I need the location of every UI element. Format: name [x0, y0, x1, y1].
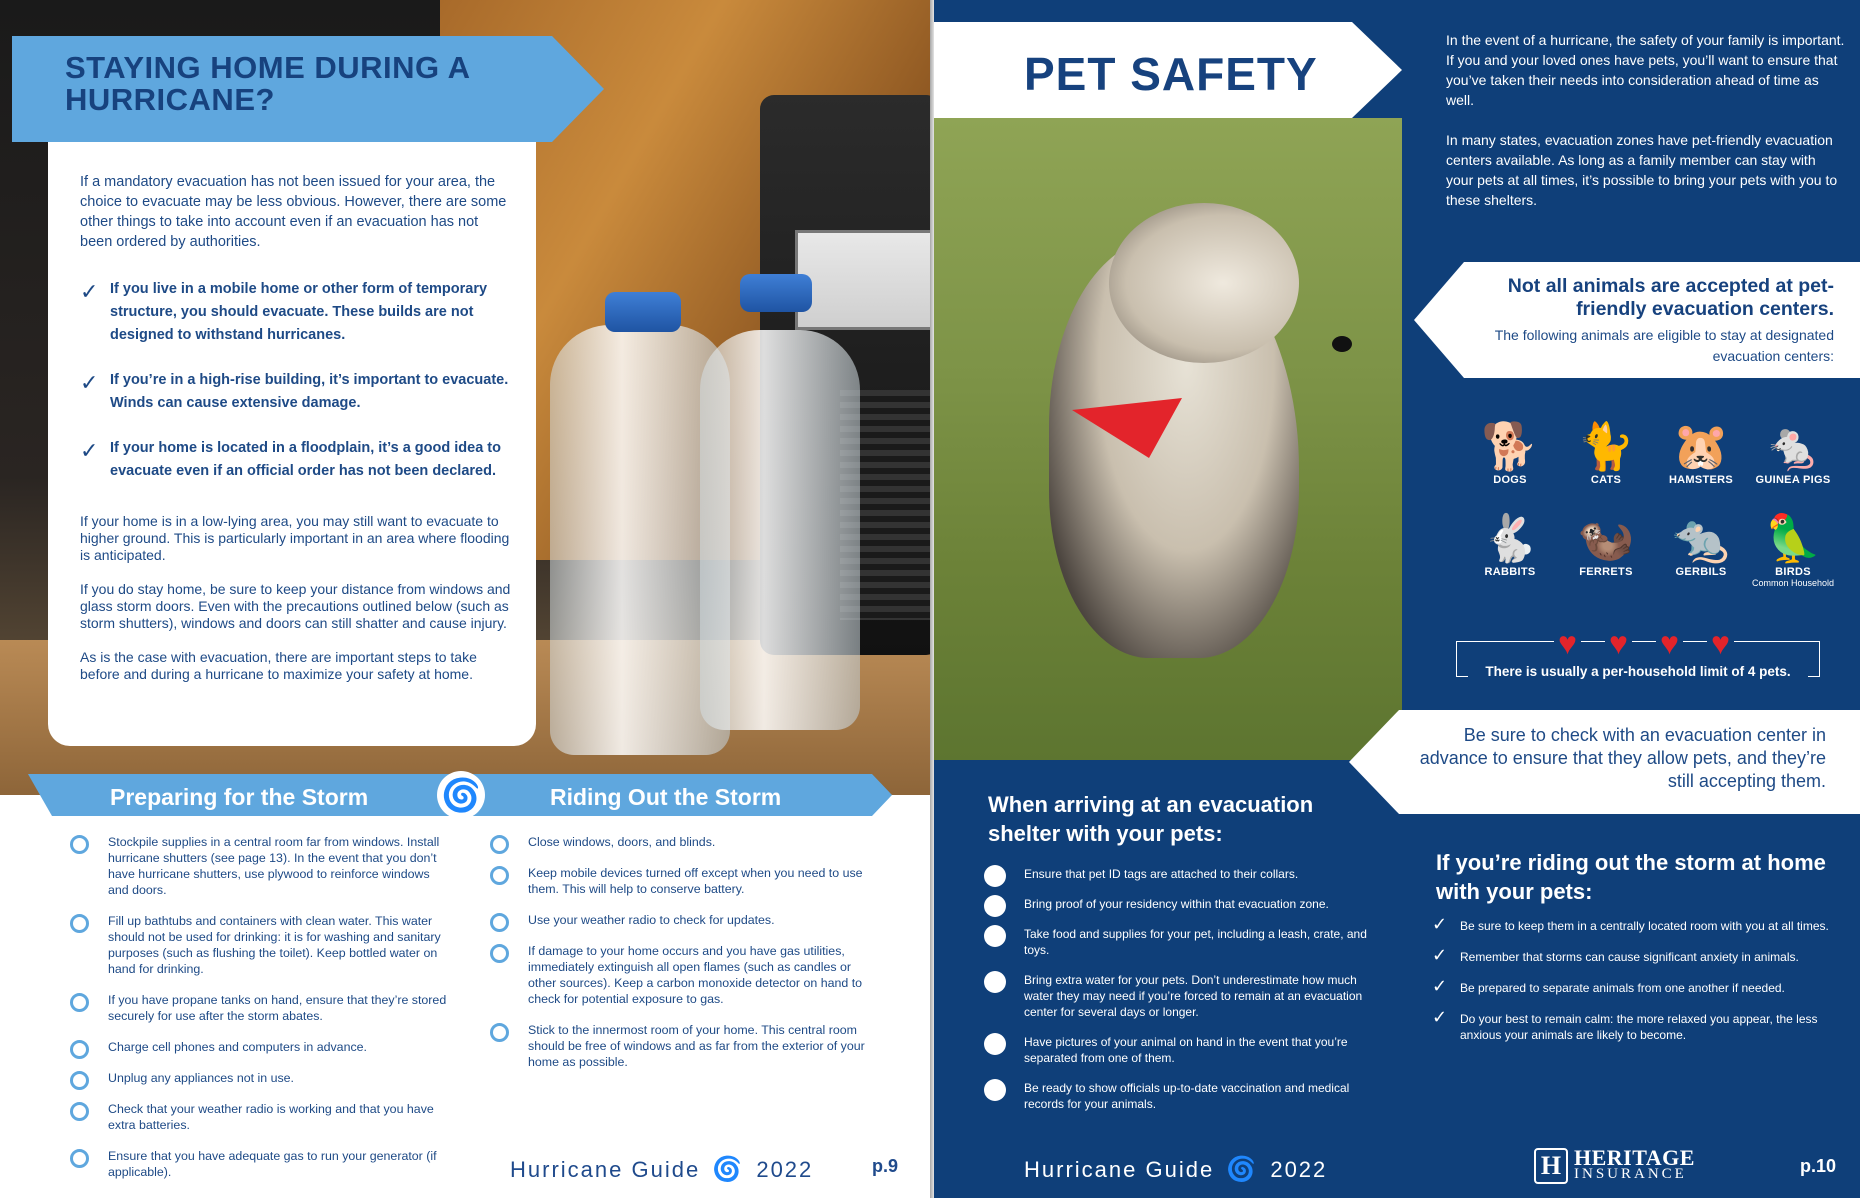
- checkmark-icon: ✓: [1432, 1007, 1448, 1027]
- evacuation-checklist: [80, 278, 512, 483]
- body-paragraph: If your home is in a low-lying area, you may still want to evacuate to higher ground. This is particularly important in an area where flooding is anticipated.: [80, 513, 510, 563]
- list-item-text: Be ready to show officials up-to-date vaccination and medical records for your animals.: [1024, 1081, 1350, 1111]
- list-item: [984, 1080, 1384, 1112]
- checkmark-icon: ✓: [80, 438, 99, 463]
- footer-guide-text: Hurricane Guide: [1024, 1157, 1215, 1182]
- hurricane-swirl-icon: 🌀: [1226, 1156, 1259, 1183]
- footer-year: 2022: [1270, 1157, 1328, 1182]
- list-item-text: Do your best to remain calm: the more relaxed you appear, the less anxious your animals are likely to become.: [1460, 1012, 1818, 1042]
- guinea-pig-icon: 🐁: [1764, 420, 1822, 472]
- check-center-text: Be sure to check with an evacuation center in advance to ensure that they allow pets, and they’re still accepting them.: [1419, 725, 1826, 791]
- animal-dogs: [1465, 418, 1555, 486]
- footer-year: 2022: [756, 1157, 814, 1182]
- checkmark-icon: ✓: [80, 370, 99, 395]
- ferret-icon: 🦦: [1577, 512, 1635, 564]
- bullet-ring-icon: [490, 913, 509, 932]
- page-number: p.9: [872, 1156, 899, 1176]
- list-item: [70, 1039, 450, 1055]
- list-item: [984, 972, 1384, 1020]
- list-item-text: Use your weather radio to check for updates.: [528, 913, 775, 927]
- heart-icon: ♥: [1707, 628, 1734, 658]
- heart-icon: ♥: [1605, 628, 1632, 658]
- accepted-animals-heading: Not all animals are accepted at pet-friendly evacuation centers.: [1507, 275, 1834, 320]
- heart-icon: ♥: [1554, 628, 1581, 658]
- pet-intro-paragraph: In many states, evacuation zones have pet-friendly evacuation centers available. As long as a family member can stay with your pets at all times, it’s possible to bring your pets with you to these shelters.: [1446, 132, 1838, 208]
- photo-radio-dial: [795, 230, 930, 330]
- bullet-dot-icon: [984, 1079, 1006, 1101]
- list-item-text: If damage to your home occurs and you have gas utilities, immediately extinguish all open flames (such as candles or other sources). Keep a carbon monoxide detector on hand to check for potential exposure to gas.: [528, 944, 863, 1006]
- cat-icon: 🐈: [1577, 420, 1635, 472]
- animal-label: GERBILS: [1675, 566, 1727, 578]
- animal-sublabel: Common Household: [1751, 578, 1835, 588]
- dog-icon: 🐕: [1481, 420, 1539, 472]
- animal-birds: [1750, 510, 1836, 588]
- list-item: [490, 865, 870, 897]
- list-item-text: Have pictures of your animal on hand in the event that you’re separated from one of them.: [1024, 1035, 1348, 1065]
- bullet-ring-icon: [490, 944, 509, 963]
- riding-list: [490, 834, 870, 1085]
- list-item: [1432, 945, 1842, 965]
- photo-dog-head: [1109, 203, 1299, 363]
- page-number: p.10: [1800, 1156, 1837, 1176]
- list-item: [984, 866, 1384, 882]
- riding-heading: Riding Out the Storm: [550, 784, 782, 810]
- bullet-ring-icon: [70, 914, 89, 933]
- preparing-heading: Preparing for the Storm: [110, 784, 369, 810]
- list-item-text: Remember that storms can cause significant anxiety in animals.: [1460, 950, 1799, 964]
- preparing-list: [70, 834, 450, 1195]
- riding-with-pets-list: [1432, 914, 1842, 1058]
- list-item: [70, 1148, 450, 1180]
- animal-label: FERRETS: [1579, 566, 1633, 578]
- list-item-text: Ensure that you have adequate gas to run your generator (if applicable).: [108, 1149, 437, 1179]
- bullet-dot-icon: [984, 1033, 1006, 1055]
- list-item: [70, 913, 450, 977]
- animal-label: CATS: [1590, 474, 1622, 486]
- gerbil-icon: 🐀: [1672, 512, 1730, 564]
- photo-bottle-cap: [605, 292, 681, 332]
- list-item: [984, 926, 1384, 958]
- bullet-dot-icon: [984, 865, 1006, 887]
- footer-guide-title: [1024, 1155, 1327, 1184]
- hurricane-swirl-icon: 🌀: [712, 1156, 745, 1183]
- bullet-ring-icon: [70, 1071, 89, 1090]
- list-item: [70, 992, 450, 1024]
- checkmark-icon: ✓: [1432, 976, 1448, 996]
- bullet-ring-icon: [70, 1102, 89, 1121]
- checklist-text: If you’re in a high-rise building, it’s important to evacuate. Winds can cause extensive damage.: [110, 372, 509, 411]
- checkmark-icon: ✓: [80, 279, 99, 304]
- pet-limit-hearts: [1554, 625, 1734, 661]
- animal-label: DOGS: [1493, 474, 1527, 486]
- pet-limit-text: There is usually a per-household limit of 4 pets.: [1468, 664, 1808, 679]
- animal-gerbils: [1656, 510, 1746, 578]
- list-item: [70, 1101, 450, 1133]
- list-item: [984, 1034, 1384, 1066]
- body-paragraph: If you do stay home, be sure to keep your distance from windows and glass storm doors. Even with the precautions outlined below (such as storm shutters), windows and doors can still shatter and cause injury.: [80, 581, 511, 631]
- bullet-ring-icon: [70, 1040, 89, 1059]
- bullet-ring-icon: [490, 1023, 509, 1042]
- list-item-text: Close windows, doors, and blinds.: [528, 835, 716, 849]
- list-item-text: Stick to the innermost room of your home. This central room should be free of windows and as far from the exterior of your home as possible.: [528, 1023, 865, 1069]
- hamster-icon: 🐹: [1672, 420, 1730, 472]
- bullet-ring-icon: [70, 993, 89, 1012]
- list-item-text: Check that your weather radio is working and that you have extra batteries.: [108, 1102, 434, 1132]
- list-item: [984, 896, 1384, 912]
- checklist-item: [80, 369, 512, 415]
- list-item: [1432, 1007, 1842, 1043]
- checklist-item: [80, 437, 512, 483]
- list-item-text: Be prepared to separate animals from one another if needed.: [1460, 981, 1785, 995]
- logo-word-insurance: INSURANCE: [1574, 1166, 1687, 1182]
- heritage-insurance-logo: [1534, 1145, 1695, 1184]
- pet-intro: [1446, 30, 1846, 230]
- checklist-text: If your home is located in a floodplain, it’s a good idea to evacuate even if an official order has not been declared.: [110, 440, 501, 479]
- checklist-item: [80, 278, 512, 347]
- list-item-text: If you have propane tanks on hand, ensure that they’re stored securely for use after the storm abates.: [108, 993, 447, 1023]
- animal-label: RABBITS: [1484, 566, 1536, 578]
- heritage-logo-wordmark: [1574, 1145, 1695, 1182]
- pet-safety-title: PET SAFETY: [1024, 48, 1318, 100]
- heritage-logo-mark-icon: H: [1534, 1148, 1568, 1184]
- list-item: [1432, 976, 1842, 996]
- arriving-list: [984, 866, 1384, 1126]
- windblown-dog-photo: [934, 118, 1402, 760]
- bullet-ring-icon: [70, 1149, 89, 1168]
- photo-dog-nose: [1332, 336, 1352, 352]
- checklist-text: If you live in a mobile home or other form of temporary structure, you should evacuate. These builds are not designed to withstand hurricanes.: [110, 281, 488, 343]
- list-item-text: Take food and supplies for your pet, including a leash, crate, and toys.: [1024, 927, 1367, 957]
- photo-bottle-cap: [740, 274, 812, 312]
- animal-label: GUINEA PIGS: [1755, 474, 1831, 486]
- bullet-ring-icon: [70, 835, 89, 854]
- list-item: [490, 834, 870, 850]
- intro-card: [48, 142, 536, 746]
- footer-guide-text: Hurricane Guide: [510, 1157, 701, 1182]
- bullet-ring-icon: [490, 866, 509, 885]
- list-item: [490, 1022, 870, 1070]
- list-item: [70, 834, 450, 898]
- heart-icon: ♥: [1656, 628, 1683, 658]
- list-item-text: Stockpile supplies in a central room far from windows. Install hurricane shutters (see page 13). In the event that you don’t have hurricane shutters, use plywood to reinforce windows and doors.: [108, 835, 440, 897]
- list-item-text: Ensure that pet ID tags are attached to their collars.: [1024, 867, 1299, 881]
- list-item-text: Bring proof of your residency within that evacuation zone.: [1024, 897, 1329, 911]
- checkmark-icon: ✓: [1432, 914, 1448, 934]
- list-item: [490, 912, 870, 928]
- footer-guide-title: [510, 1155, 813, 1184]
- animal-guinea-pigs: [1750, 418, 1836, 486]
- rabbit-icon: 🐇: [1481, 512, 1539, 564]
- list-item-text: Fill up bathtubs and containers with clean water. This water should not be used for drinking: it is for washing and sanitary purposes (such as flushing the toilet). Keep bottled water on hand for drinking.: [108, 914, 441, 976]
- bullet-dot-icon: [984, 971, 1006, 993]
- hurricane-symbol-icon: 🌀: [437, 771, 485, 819]
- photo-water-bottle: [700, 330, 860, 730]
- animal-label: HAMSTERS: [1668, 474, 1734, 486]
- animal-label: BIRDS: [1775, 566, 1811, 578]
- list-item-text: Unplug any appliances not in use.: [108, 1071, 294, 1085]
- animal-ferrets: [1561, 510, 1651, 578]
- bullet-dot-icon: [984, 925, 1006, 947]
- list-item-text: Keep mobile devices turned off except when you need to use them. This will help to conserve battery.: [528, 866, 863, 896]
- accepted-animals-subtext: The following animals are eligible to stay at designated evacuation centers:: [1494, 327, 1834, 364]
- animal-rabbits: [1465, 510, 1555, 578]
- checkmark-icon: ✓: [1432, 945, 1448, 965]
- intro-paragraph: If a mandatory evacuation has not been issued for your area, the choice to evacuate may be less obvious. However, there are some other things to take into account even if an evacuation has not been ordered by authorities.: [80, 174, 507, 250]
- riding-with-pets-heading: If you’re riding out the storm at home with your pets:: [1436, 850, 1826, 904]
- list-item-text: Charge cell phones and computers in advance.: [108, 1040, 367, 1054]
- list-item: [70, 1070, 450, 1086]
- logo-word-heritage: HERITAGE: [1574, 1145, 1695, 1170]
- bullet-dot-icon: [984, 895, 1006, 917]
- animal-cats: [1561, 418, 1651, 486]
- bird-icon: 🦜: [1764, 512, 1822, 564]
- list-item-text: Be sure to keep them in a centrally located room with you at all times.: [1460, 919, 1829, 933]
- arriving-heading: When arriving at an evacuation shelter with your pets:: [988, 792, 1314, 846]
- list-item-text: Bring extra water for your pets. Don’t underestimate how much water they may need if you’re forced to remain at an evacuation center for several days or longer.: [1024, 973, 1363, 1019]
- bullet-ring-icon: [490, 835, 509, 854]
- body-paragraph: As is the case with evacuation, there are important steps to take before and during a hurricane to maximize your safety at home.: [80, 649, 477, 682]
- page-title: STAYING HOME DURING A HURRICANE?: [65, 50, 470, 117]
- list-item: [1432, 914, 1842, 934]
- list-item: [490, 943, 870, 1007]
- animal-hamsters: [1656, 418, 1746, 486]
- pet-intro-paragraph: In the event of a hurricane, the safety of your family is important. If you and your loved ones have pets, you’ll want to ensure that you’ve taken their needs into consideration ahead of time as well.: [1446, 32, 1845, 108]
- right-page: [934, 0, 1860, 1198]
